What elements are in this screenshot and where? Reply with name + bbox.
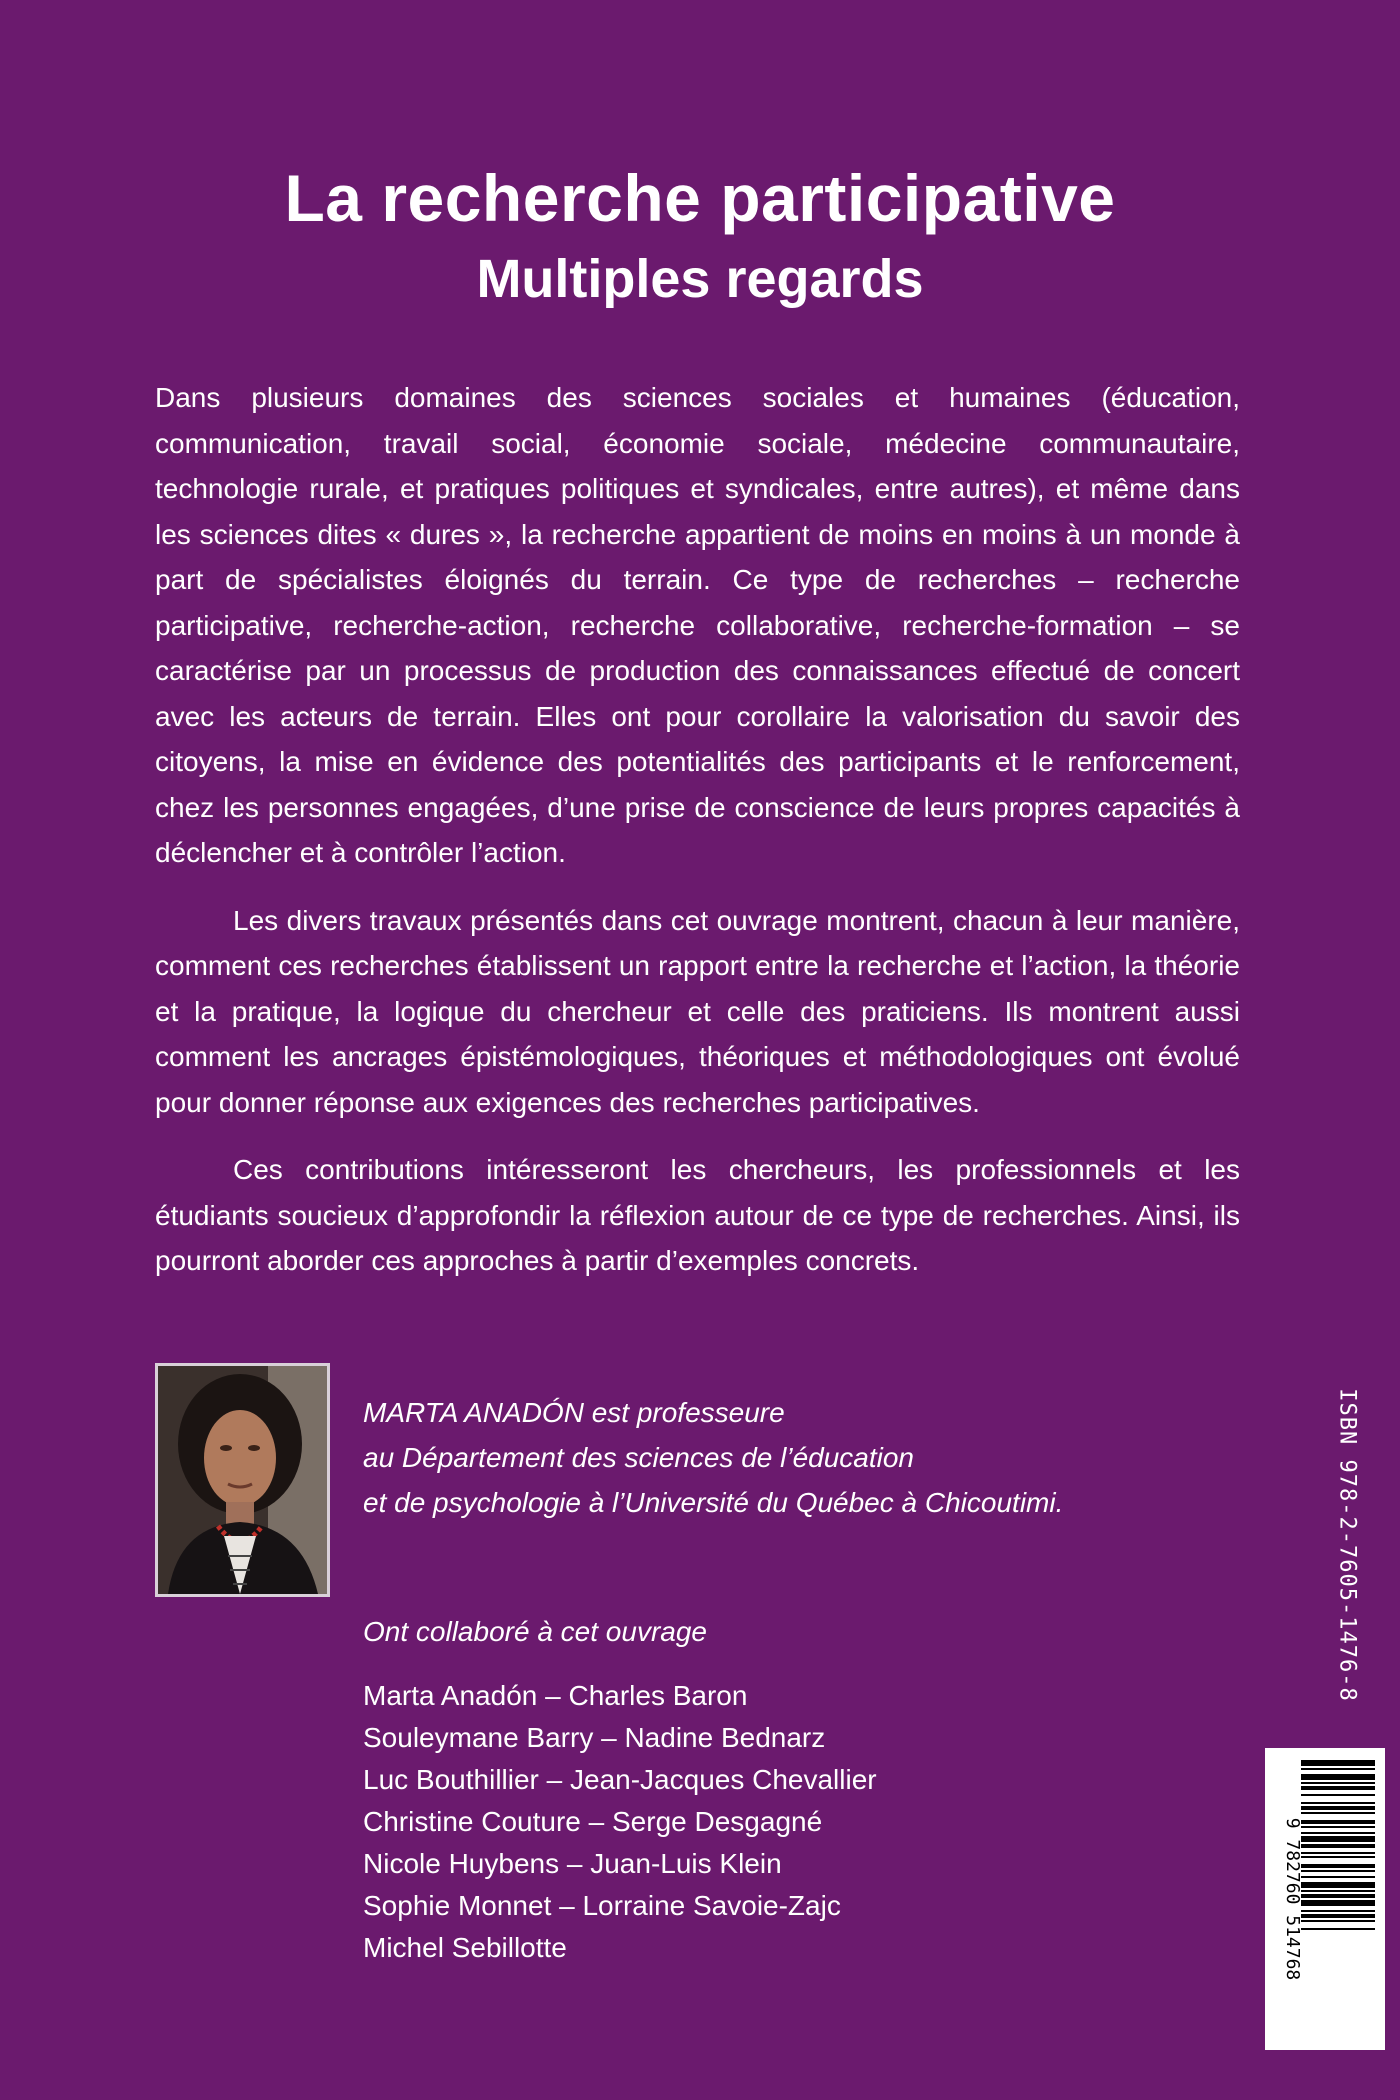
barcode-bar — [1301, 1900, 1375, 1906]
barcode-bar — [1301, 1812, 1375, 1814]
collaborator-line: Souleymane Barry – Nadine Bednarz — [363, 1722, 826, 1753]
collaborator-line: Michel Sebillotte — [363, 1932, 567, 1963]
author-photo — [155, 1363, 330, 1597]
author-bio-line-2: au Département des sciences de l’éducation — [363, 1442, 915, 1473]
collaborators-heading: Ont collaboré à cet ouvrage — [363, 1616, 707, 1647]
blurb-paragraph-3: Ces contributions intéresseront les chercheurs, les professionnels et les étudiants soucieux d’approfondir la réflexion autour de ce type de recherches. Ainsi, ils pourront aborder ces approches à partir d’exemples concrets. — [155, 1154, 1240, 1276]
isbn-text: ISBN 978-2-7605-1476-8 — [1334, 1388, 1360, 1702]
barcode-bar — [1301, 1826, 1375, 1828]
collaborator-line: Nicole Huybens – Juan-Luis Klein — [363, 1848, 782, 1879]
barcode-bar — [1301, 1920, 1375, 1922]
barcode-bar — [1301, 1882, 1375, 1888]
isbn-label — [1322, 1365, 1372, 1725]
barcode-bar — [1301, 1914, 1375, 1918]
barcode-bar — [1301, 1782, 1375, 1784]
barcode-bar — [1301, 1864, 1375, 1868]
author-bio-line-1: MARTA ANADÓN est professeure — [363, 1397, 785, 1428]
barcode-bar — [1301, 1890, 1375, 1892]
barcode-bar — [1301, 1910, 1375, 1912]
barcode-bar — [1301, 1832, 1375, 1834]
barcode-graphic — [1273, 1756, 1377, 2042]
barcode-bar — [1301, 1852, 1375, 1854]
author-bio-line-3: et de psychologie à l’Université du Québec à Chicoutimi. — [363, 1487, 1064, 1518]
barcode-bar — [1301, 1806, 1375, 1810]
author-portrait-illustration — [158, 1366, 327, 1594]
barcode-bar — [1301, 1786, 1375, 1790]
book-title: La recherche participative — [284, 161, 1116, 235]
barcode-bar — [1301, 1836, 1375, 1842]
barcode-bar — [1301, 1844, 1375, 1848]
barcode-bar — [1301, 1870, 1375, 1872]
barcode-bar — [1301, 1794, 1375, 1796]
collaborators-list — [363, 1675, 877, 1969]
barcode-bar — [1301, 1768, 1375, 1770]
collaborator-line: Marta Anadón – Charles Baron — [363, 1680, 748, 1711]
barcode-bar — [1301, 1894, 1375, 1898]
barcode-bar — [1301, 1774, 1375, 1780]
barcode-digits: 9 782760 514768 — [1282, 1817, 1303, 1981]
barcode-bar — [1301, 1928, 1375, 1930]
barcode-bar — [1301, 1856, 1375, 1858]
barcode-bar — [1301, 1802, 1375, 1804]
barcode-bar — [1301, 1876, 1375, 1878]
author-bio — [363, 1390, 1123, 1525]
barcode — [1265, 1748, 1385, 2050]
barcode-bar — [1301, 1820, 1375, 1824]
collaborator-line: Sophie Monnet – Lorraine Savoie-Zajc — [363, 1890, 841, 1921]
blurb-paragraph-2: Les divers travaux présentés dans cet ouvrage montrent, chacun à leur manière, comment ces recherches établissent un rapport entre la recherche et l’action, la théorie et la pratique, la logique du chercheur et celle des praticiens. Ils montrent aussi comment les ancrages épistémologiques, théoriques et méthodologiques ont évolué pour donner réponse aux exigences des recherches participatives. — [155, 904, 1240, 1118]
collaborator-line: Christine Couture – Serge Desgagné — [363, 1806, 823, 1837]
blurb-paragraph-1: Dans plusieurs domaines des sciences sociales et humaines (éducation, communication, travail social, économie sociale, médecine communautaire, technologie rurale, et pratiques politiques et syndicales, entre autres), et même dans les sciences dites « dures », la recherche appartient de moins en moins à un monde à part de spécialistes éloignés du terrain. Ce type de recherches – recherche participative, recherche-action, recherche collaborative, recherche-formation – se caractérise par un processus de production des connaissances effectué de concert avec les acteurs de terrain. Elles ont pour corollaire la valorisation du savoir des citoyens, la mise en évidence des potentialités des participants et le renforcement, chez les personnes engagées, d’une prise de conscience de leurs propres capacités à déclencher et à contrôler l’action. — [155, 382, 1240, 868]
barcode-bar — [1301, 1760, 1375, 1766]
book-subtitle: Multiples regards — [476, 249, 924, 309]
back-cover-blurb — [155, 375, 1240, 1306]
collaborator-line: Luc Bouthillier – Jean-Jacques Chevallier — [363, 1764, 877, 1795]
